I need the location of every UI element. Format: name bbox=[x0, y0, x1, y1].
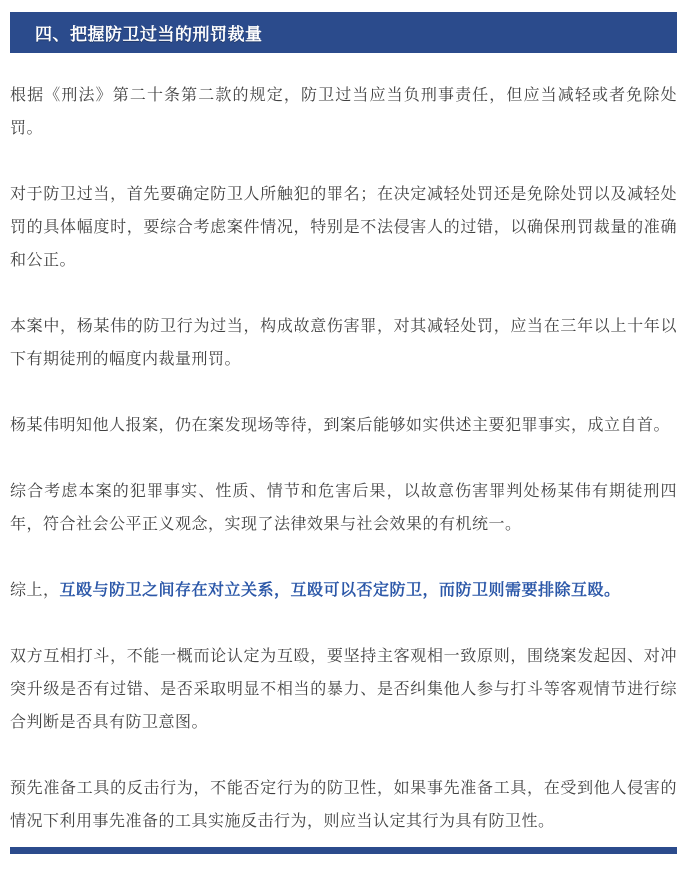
conclusion-prefix: 综上， bbox=[10, 582, 60, 599]
section-header-bar bbox=[10, 12, 677, 53]
paragraph-case-conviction: 本案中，杨某伟的防卫行为过当，构成故意伤害罪，对其减轻处罚，应当在三年以上十年以下有期徒刑的幅度内裁量刑罚。 bbox=[10, 318, 677, 368]
bottom-accent-bar bbox=[10, 847, 677, 854]
section-title: 四、把握防卫过当的刑罚裁量 bbox=[35, 25, 263, 44]
paragraph-prepared-tools: 预先准备工具的反击行为，不能否定行为的防卫性，如果事先准备工具，在受到他人侵害的情况下利用事先准备的工具实施反击行为，则应当认定其行为具有防卫性。 bbox=[10, 780, 677, 830]
paragraph-final-sentence: 综合考虑本案的犯罪事实、性质、情节和危害后果，以故意伤害罪判处杨某伟有期徒刑四年，符合社会公平正义观念，实现了法律效果与社会效果的有机统一。 bbox=[10, 483, 677, 533]
conclusion-highlight: 互殴与防卫之间存在对立关系，互殴可以否定防卫，而防卫则需要排除互殴。 bbox=[59, 582, 621, 599]
paragraph-sentencing-factors: 对于防卫过当，首先要确定防卫人所触犯的罪名；在决定减轻处罚还是免除处罚以及减轻处罚的具体幅度时，要综合考虑案件情况，特别是不法侵害人的过错，以确保刑罚裁量的准确和公正。 bbox=[10, 186, 677, 269]
paragraph-mutual-fight-judgment: 双方互相打斗，不能一概而论认定为互殴，要坚持主客观相一致原则，围绕案发起因、对冲突升级是否有过错、是否采取明显不相当的暴力、是否纠集他人参与打斗等客观情节进行综合判断是否具有防卫意图。 bbox=[10, 648, 677, 731]
article-body bbox=[10, 53, 677, 871]
paragraph-surrender: 杨某伟明知他人报案，仍在案发现场等待，到案后能够如实供述主要犯罪事实，成立自首。 bbox=[10, 417, 671, 434]
paragraph-conclusion bbox=[10, 574, 677, 607]
paragraph-legal-basis: 根据《刑法》第二十条第二款的规定，防卫过当应当负刑事责任，但应当减轻或者免除处罚。 bbox=[10, 87, 677, 137]
